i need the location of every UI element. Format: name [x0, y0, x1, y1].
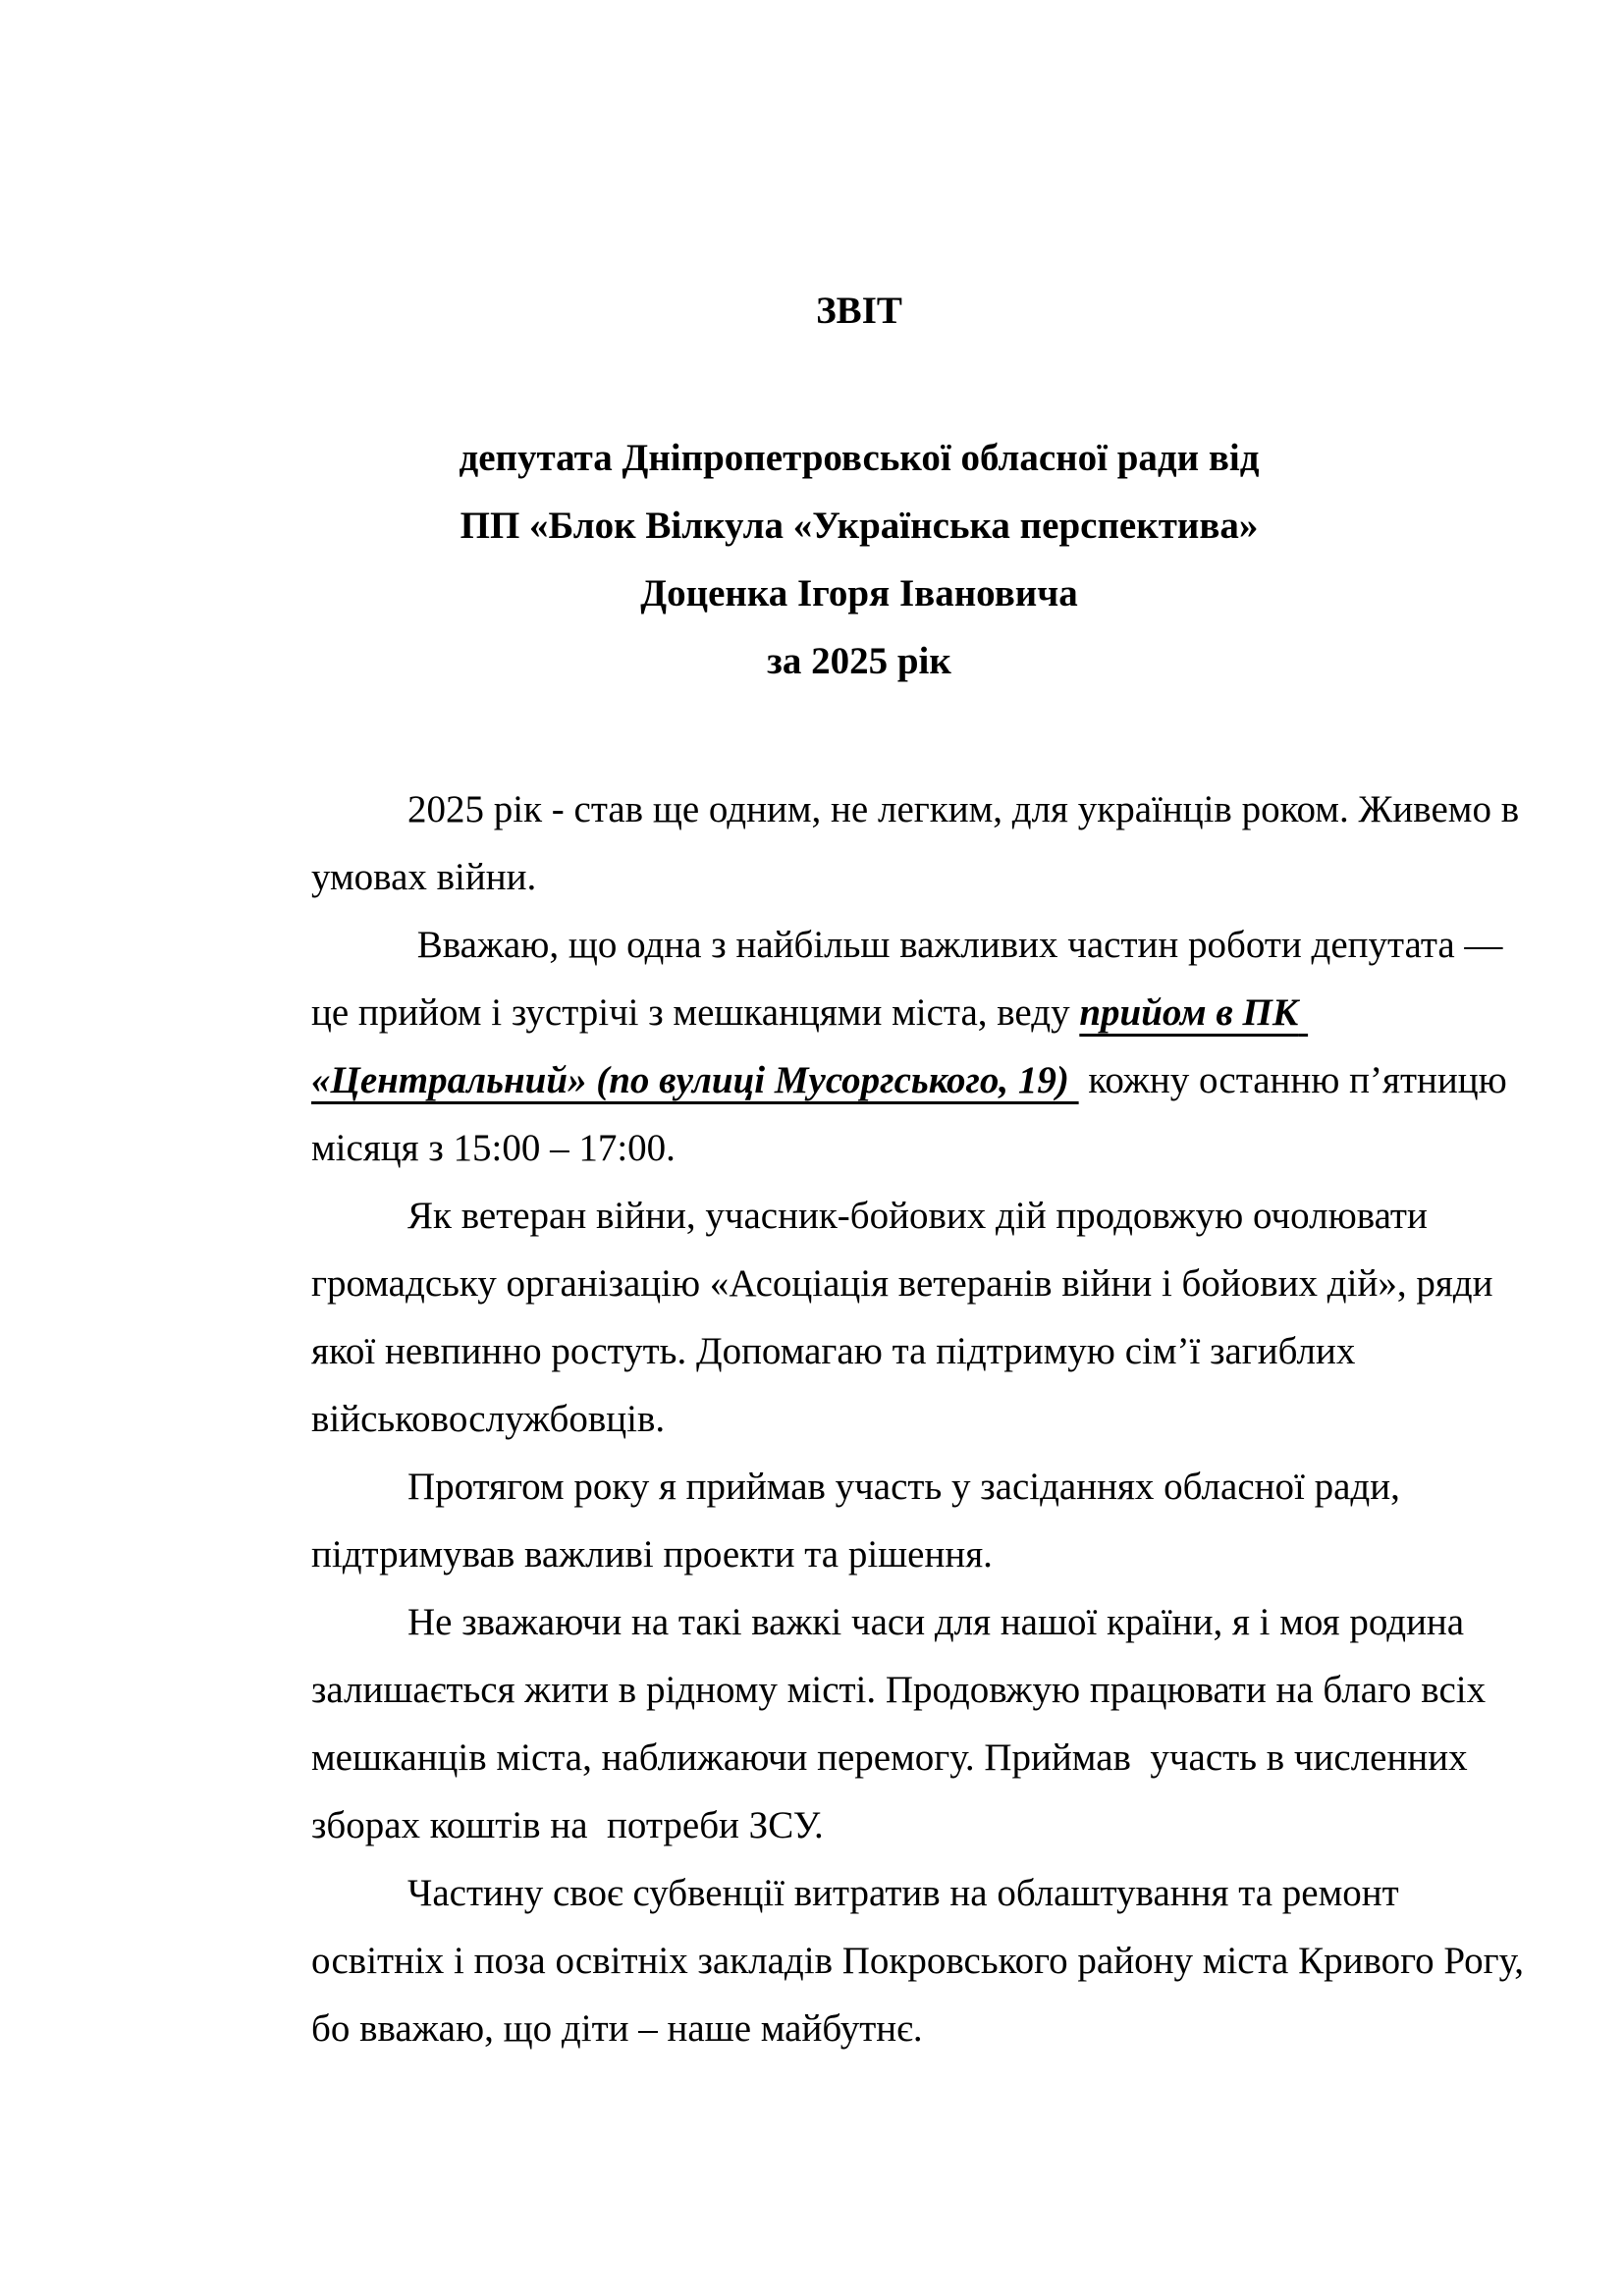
subtitle-line-party: ПП «Блок Вілкула «Українська перспектива»	[460, 505, 1259, 547]
paragraph-reception	[311, 911, 1536, 1182]
paragraph-text: кожну останню п’ятницю місяця з 15:00 – 17:00.	[311, 1059, 1517, 1169]
paragraph-text: Вважаю, що одна з найбільш важливих частин роботи депутата — це прийом і зустрічі з мешканцями міста, веду	[311, 924, 1513, 1034]
paragraph-text: 2025 рік - став ще одним, не легким, для українців роком. Живемо в умовах війни.	[311, 788, 1529, 898]
paragraph-text-emphasized: прийом в ПК «Центральний» (по вулиці Мусоргського, 19)	[311, 991, 1309, 1101]
paragraph-text: Частину своє субвенції витратив на облаштування та ремонт освітніх і поза освітніх закладів Покровського району міста Кривого Рогу, бо вважаю, що діти – наше майбутнє.	[311, 1872, 1534, 2050]
subtitle-line-name: Доценка Ігоря Івановича	[640, 572, 1078, 614]
subtitle-line-year: за 2025 рік	[767, 640, 951, 682]
paragraph-subvention	[311, 1859, 1536, 2062]
paragraph-veteran	[311, 1182, 1536, 1453]
document-title: ЗВІТ	[816, 290, 902, 332]
document-subtitle-block	[177, 424, 1542, 695]
paragraph-text: Протягом року я приймав участь у засіданнях обласної ради, підтримував важливі проекти та рішення.	[311, 1466, 1410, 1575]
paragraph-intro	[311, 775, 1536, 911]
paragraph-fundraising	[311, 1588, 1536, 1859]
document-body	[311, 775, 1536, 2062]
subtitle-line-deputy: депутата Дніпропетровської обласної ради від	[459, 437, 1260, 479]
paragraph-text: Не зважаючи на такі важкі часи для нашої країни, я і моя родина залишається жити в рідному місті. Продовжую працювати на благо всіх мешканців міста, наближаючи перемогу. Приймав участь в численних зборах коштів на потреби ЗСУ.	[311, 1601, 1495, 1846]
paragraph-text: Як ветеран війни, учасник-бойових дій продовжую очолювати громадську організацію «Асоціація ветеранів війни і бойових дій», ряди якої невпинно ростуть. Допомагаю та підтримую сім’ї загиблих військовослужбовців.	[311, 1195, 1503, 1440]
paragraph-council-sessions	[311, 1453, 1536, 1588]
